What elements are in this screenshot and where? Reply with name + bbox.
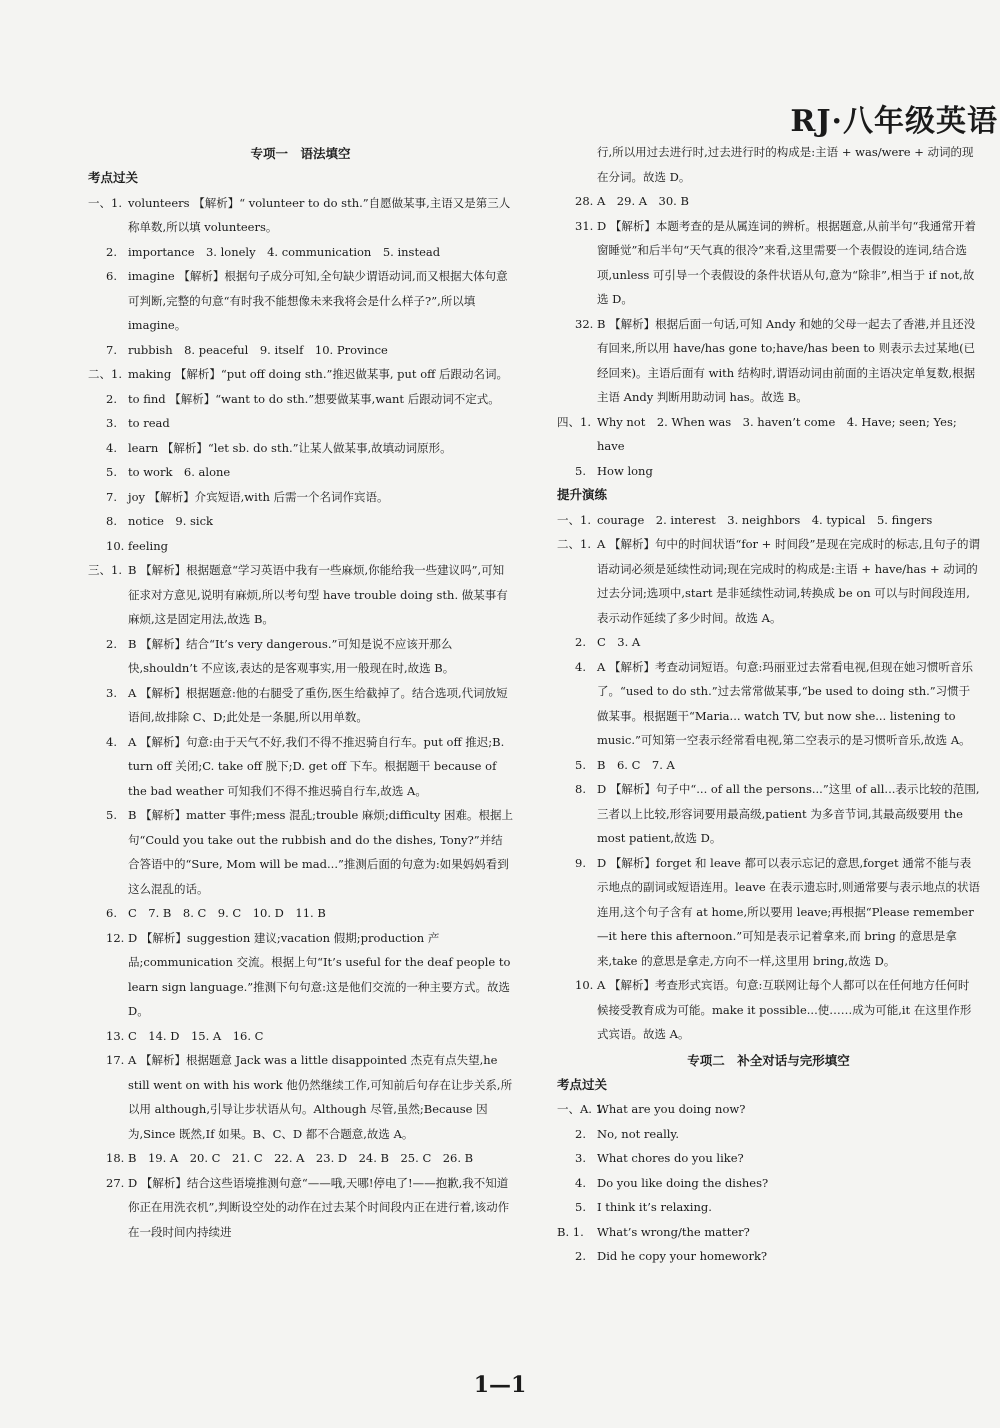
item-text: volunteers 【解析】“ volunteer to do sth.”自愿做某事,主语又是第三人称单数,所以填 volunteers。 bbox=[128, 195, 511, 234]
item-text: B 【解析】结合“It’s very dangerous.”可知是说不应该开那么快,shouldn’t 不应该,表达的是客观事实,用一般现在时,故选 B。 bbox=[128, 636, 455, 675]
item-text: A 【解析】考查动词短语。句意:玛丽亚过去常看电视,但现在她习惯听音乐了。“used to do sth.”过去常常做某事,“be used to doing sth.”习惯于做某事。根据题干“Maria... watch TV, but now she... listening to music.”可知第一空表示经常看电视,第二空表示的是习惯听音乐,故选 A。 bbox=[597, 659, 973, 747]
answer-item bbox=[88, 1048, 513, 1146]
item-text: rubbish 8. peaceful 9. itself 10. Province bbox=[128, 342, 388, 357]
item-text: What are you doing now? bbox=[597, 1102, 746, 1116]
item-number: 3. bbox=[575, 1151, 586, 1165]
item-text: Why not 2. When was 3. haven’t come 4. Have; seen; Yes; have bbox=[597, 414, 957, 453]
answer-item bbox=[557, 1122, 980, 1147]
item-number: 四、1. bbox=[557, 414, 591, 429]
item-number: 2. bbox=[106, 244, 117, 259]
item-number: 3. bbox=[106, 685, 117, 700]
answer-item bbox=[88, 901, 513, 926]
item-text: joy 【解析】介宾短语,with 后需一个名词作宾语。 bbox=[128, 489, 389, 504]
answer-item bbox=[557, 459, 980, 484]
answer-item bbox=[88, 632, 513, 681]
item-text: B 【解析】根据后面一句话,可知 Andy 和她的父母一起去了香港,并且还没有回来,所以用 have/has gone to;have/has been to 则表示去过某地(已经回来)。主语后面有 with 结构时,谓语动词由前面的主语决定单复数,根据主语 Andy 判断用助动词 has。故选 B。 bbox=[597, 316, 976, 404]
item-text: A 29. A 30. B bbox=[597, 194, 689, 208]
item-text: to work 6. alone bbox=[128, 465, 231, 479]
item-number: 2. bbox=[575, 1126, 586, 1141]
subsection-title: 考点过关 bbox=[88, 170, 139, 185]
answer-item bbox=[557, 655, 980, 753]
item-text: D 【解析】句子中“... of all the persons...”这里 of all...表示比较的范围,三者以上比较,形容词要用最高级,patient 为多音节词,其最高级要用 the most patient,故选 D。 bbox=[597, 782, 980, 845]
answer-item bbox=[557, 753, 980, 778]
item-text: A 【解析】句意:由于天气不好,我们不得不推迟骑自行车。put off 推迟;B. turn off 关闭;C. take off 脱下;D. get off 下车。根据题干 because of the bad weather 可知我们不得不推迟骑自行车,故选 A。 bbox=[128, 734, 505, 798]
item-text: imagine 【解析】根据句子成分可知,全句缺少谓语动词,而又根据大体句意可判断,完整的句意“有时我不能想像未来我将会是什么样子?”,所以填 imagine。 bbox=[128, 269, 508, 332]
item-number: 2. bbox=[106, 636, 117, 651]
item-text: learn 【解析】“let sb. do sth.”让某人做某事,故填动词原形。 bbox=[128, 440, 452, 455]
item-number: 28. bbox=[575, 194, 594, 208]
item-number: 27. bbox=[106, 1175, 125, 1190]
item-text: D 【解析】结合这些语境推测句意“——哦,天哪!停电了!——抱歉,我不知道你正在用洗衣机”,判断设空处的动作在过去某个时间段内正在进行着,该动作在一段时间内持续进 bbox=[128, 1175, 510, 1239]
answer-item bbox=[557, 532, 980, 630]
item-number: 4. bbox=[575, 659, 586, 674]
item-number: 6. bbox=[106, 906, 117, 920]
answer-item bbox=[557, 1097, 980, 1122]
answer-item bbox=[88, 509, 513, 534]
item-text: C 14. D 15. A 16. C bbox=[128, 1028, 264, 1043]
item-text: B 6. C 7. A bbox=[597, 757, 675, 772]
item-number: 5. bbox=[106, 465, 117, 479]
answer-item bbox=[88, 730, 513, 804]
answer-item bbox=[88, 803, 513, 901]
answer-item bbox=[88, 338, 513, 363]
item-text: D 【解析】forget 和 leave 都可以表示忘记的意思,forget 通常不能与表示地点的副词或短语连用。leave 在表示遗忘时,则通常要与表示地点的状语连用,这个句子含有 at home,所以要用 leave;再根据“Please remember—it here this afternoon.”可知是表示记着拿来,而 bring 的意思是拿来,take 的意思是拿走,方向不一样,这里用 bring,故选 D。 bbox=[597, 855, 980, 968]
item-number: 6. bbox=[106, 269, 117, 283]
item-text: A 【解析】根据题意 Jack was a little disappointed 杰克有点失望,he still went on with his work 他仍然继续工作,可知前后句存在让步关系,所以用 although,引导让步状语从句。Although 尽管,虽然;Because 因为,Since 既然,If 如果。B、C、D 都不合题意,故选 A。 bbox=[128, 1053, 513, 1141]
answer-item bbox=[88, 558, 513, 632]
answer-item bbox=[88, 362, 513, 387]
item-text: No, not really. bbox=[597, 1126, 680, 1141]
item-text: importance 3. lonely 4. communication 5. instead bbox=[128, 244, 441, 259]
answer-item bbox=[557, 312, 980, 410]
item-text: making 【解析】“put off doing sth.”推迟做某事, put off 后跟动名词。 bbox=[128, 367, 508, 381]
item-text: A 【解析】句中的时间状语“for + 时间段”是现在完成时的标志,且句子的谓语动词必须是延续性动词;现在完成时的构成是:主语 + have/has + 动词的过去分词;选项中,start 是非延续性动词,转换成 be on 可以与时间段连用,表示动作延续了多少时间。故选 A。 bbox=[597, 537, 980, 625]
item-number: 5. bbox=[575, 463, 586, 478]
answer-list bbox=[557, 508, 980, 1047]
item-number: 18. bbox=[106, 1151, 125, 1165]
answer-item bbox=[88, 240, 513, 265]
subsection-title: 提升演练 bbox=[557, 487, 608, 502]
item-number: 10. bbox=[575, 978, 594, 992]
item-text: Did he copy your homework? bbox=[597, 1249, 768, 1263]
item-text: A 【解析】考查形式宾语。句意:互联网让每个人都可以在任何地方任何时候接受教育成为可能。make it possible...使……成为可能,it 在这里作形式宾语。故选 A。 bbox=[597, 978, 972, 1041]
answer-item bbox=[88, 1024, 513, 1049]
item-number: 二、1. bbox=[88, 367, 122, 381]
section-title: 专项二 补全对话与完形填空 bbox=[687, 1052, 850, 1068]
item-number: 7. bbox=[106, 342, 117, 357]
page-header-title: RJ·八年级英语 bbox=[790, 104, 998, 139]
answer-item bbox=[557, 630, 980, 655]
item-number: 3. bbox=[106, 416, 117, 430]
item-text: How long bbox=[597, 463, 653, 478]
answer-item bbox=[557, 1171, 980, 1196]
item-text: feeling bbox=[128, 538, 168, 553]
subsection-title: 考点过关 bbox=[557, 1076, 608, 1092]
item-text: B 19. A 20. C 21. C 22. A 23. D 24. B 25. C 26. B bbox=[128, 1151, 474, 1165]
item-number: 4. bbox=[575, 1175, 586, 1190]
answer-item bbox=[88, 460, 513, 485]
item-number: 5. bbox=[575, 1200, 586, 1214]
answer-item bbox=[557, 508, 980, 533]
item-text: D 【解析】suggestion 建议;vacation 假期;production 产品;communication 交流。根据上句“It’s useful for the deaf people to learn sign language.”推测下句句意:这是他们交流的一种主要方式。故选 D。 bbox=[128, 930, 511, 1018]
answer-item bbox=[557, 410, 980, 459]
answer-item bbox=[557, 189, 980, 214]
item-number: 一、A. 1. bbox=[557, 1102, 607, 1116]
item-number: 31. bbox=[575, 218, 594, 233]
item-text: C 3. A bbox=[597, 635, 641, 649]
left-column bbox=[88, 140, 513, 1244]
item-number: 32. bbox=[575, 316, 594, 331]
item-text: notice 9. sick bbox=[128, 514, 213, 528]
item-text: to find 【解析】“want to do sth.”想要做某事,want 后跟动词不定式。 bbox=[128, 391, 500, 406]
item-number: 13. bbox=[106, 1028, 125, 1043]
item-number: 7. bbox=[106, 489, 117, 504]
page-number: 1—1 bbox=[473, 1372, 527, 1398]
item-number: 2. bbox=[575, 1249, 586, 1263]
item-number: 2. bbox=[575, 635, 586, 649]
item-text: C 7. B 8. C 9. C 10. D 11. B bbox=[128, 906, 326, 920]
answer-list bbox=[557, 189, 980, 483]
item-number: 二、1. bbox=[557, 537, 591, 551]
answer-item bbox=[88, 411, 513, 436]
item-number: 4. bbox=[106, 440, 117, 455]
answer-list bbox=[88, 191, 513, 1245]
item-number: 10. bbox=[106, 538, 125, 553]
item-text: What’s wrong/the matter? bbox=[597, 1224, 750, 1239]
item-text: I think it’s relaxing. bbox=[597, 1200, 712, 1214]
item-number: 一、1. bbox=[557, 512, 591, 527]
answer-item bbox=[88, 926, 513, 1024]
answer-item bbox=[88, 534, 513, 559]
item-text: A 【解析】根据题意:他的右腿受了重伤,医生给截掉了。结合选项,代词放短语间,故排除 C、D;此处是一条腿,所以用单数。 bbox=[128, 685, 508, 724]
item-number: 5. bbox=[106, 808, 117, 822]
item-number: 5. bbox=[575, 757, 586, 772]
answer-item bbox=[88, 1171, 513, 1245]
answer-item bbox=[557, 214, 980, 312]
item-text: Do you like doing the dishes? bbox=[597, 1175, 769, 1190]
item-number: 三、1. bbox=[88, 563, 122, 577]
answer-list bbox=[557, 1097, 980, 1269]
item-number: 8. bbox=[575, 782, 586, 796]
answer-item bbox=[88, 191, 513, 240]
answer-item bbox=[557, 973, 980, 1047]
answer-item bbox=[88, 387, 513, 412]
answer-item bbox=[557, 1244, 980, 1269]
answer-item bbox=[557, 777, 980, 851]
answer-item bbox=[88, 264, 513, 338]
item-number: 8. bbox=[106, 514, 117, 528]
answer-item bbox=[88, 681, 513, 730]
item-number: 2. bbox=[106, 391, 117, 406]
continued-text: 行,所以用过去进行时,过去进行时的构成是:主语 + was/were + 动词的现在分词。故选 D。 bbox=[597, 145, 974, 184]
item-number: 4. bbox=[106, 734, 117, 749]
item-text: to read bbox=[128, 416, 170, 430]
item-number: 17. bbox=[106, 1053, 125, 1067]
item-number: B. 1. bbox=[557, 1224, 584, 1239]
answer-item bbox=[88, 436, 513, 461]
item-text: B 【解析】根据题意“学习英语中我有一些麻烦,你能给我一些建议吗”,可知征求对方意见,说明有麻烦,所以考句型 have trouble doing sth. 做某事有麻烦,这是固定用法,故选 B。 bbox=[128, 563, 508, 626]
item-text: D 【解析】本题考查的是从属连词的辨析。根据题意,从前半句“我通常开着窗睡觉”和后半句“天气真的很冷”来看,这里需要一个表假设的连词,结合选项,unless 可引导一个表假设的条件状语从句,意为“除非”,相当于 if not,故选 D。 bbox=[597, 218, 976, 306]
answer-item bbox=[557, 1195, 980, 1220]
answer-item bbox=[557, 851, 980, 974]
item-text: What chores do you like? bbox=[597, 1151, 744, 1165]
item-text: B 【解析】matter 事件;mess 混乱;trouble 麻烦;difficulty 困难。根据上句“Could you take out the rubbish and do the dishes, Tony?”并结合答语中的“Sure, Mom will be mad...”推测后面的句意为:如果妈妈看到这么混乱的话。 bbox=[128, 808, 513, 896]
item-number: 9. bbox=[575, 855, 586, 870]
right-column bbox=[557, 140, 980, 1269]
item-text: courage 2. interest 3. neighbors 4. typical 5. fingers bbox=[597, 512, 933, 527]
answer-item bbox=[88, 485, 513, 510]
answer-item bbox=[557, 1220, 980, 1245]
item-number: 12. bbox=[106, 930, 125, 945]
section-title: 专项一 语法填空 bbox=[250, 146, 351, 161]
answer-item bbox=[557, 1146, 980, 1171]
answer-item bbox=[88, 1146, 513, 1171]
item-number: 一、1. bbox=[88, 195, 122, 210]
